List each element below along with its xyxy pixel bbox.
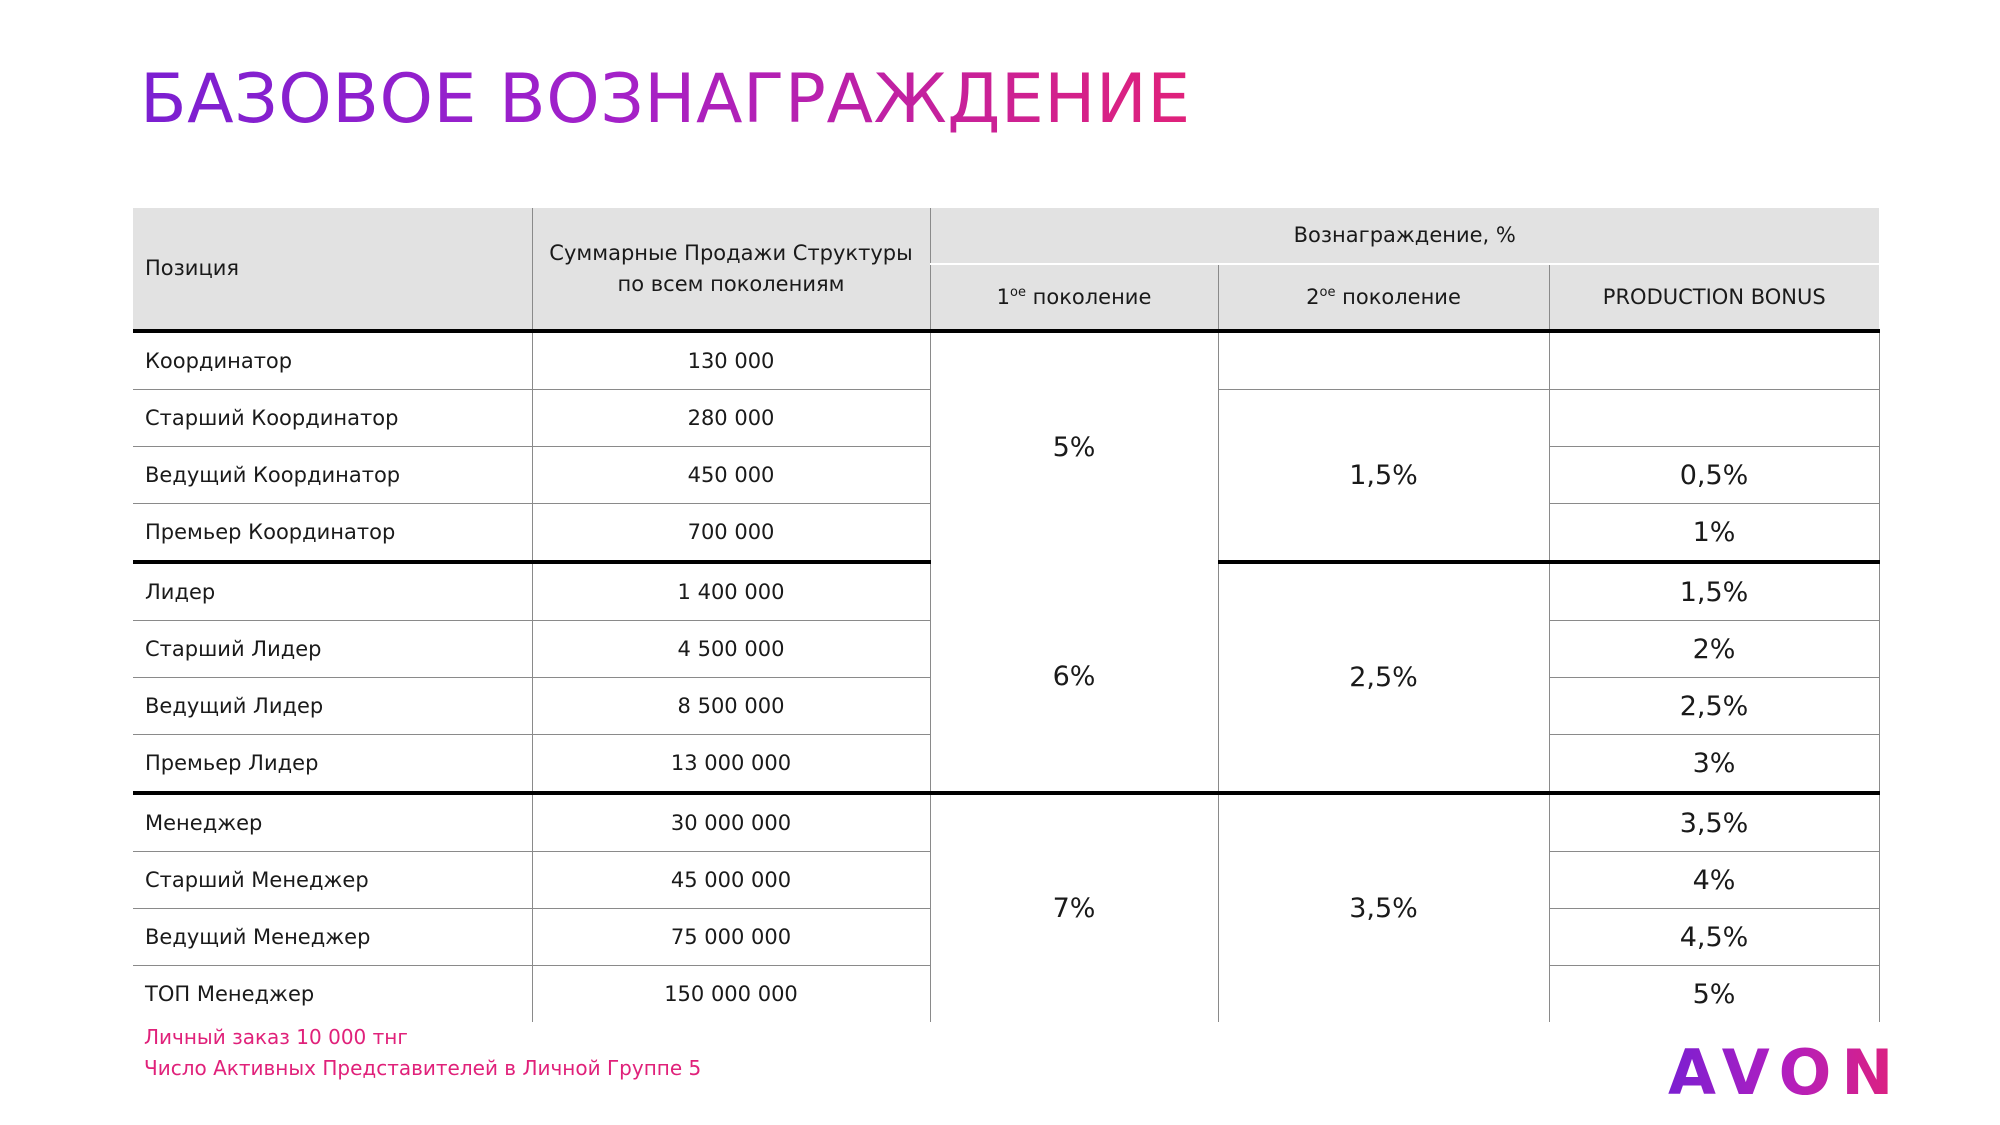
position-cell: Старший Координатор xyxy=(133,390,532,447)
production-cell: 4% xyxy=(1549,852,1879,909)
gen1-cell: 6% xyxy=(930,562,1218,793)
sales-cell: 700 000 xyxy=(532,504,930,563)
production-cell: 1% xyxy=(1549,504,1879,563)
note-active-representatives: Число Активных Представителей в Личной Группе 5 xyxy=(144,1056,702,1080)
position-cell: ТОП Менеджер xyxy=(145,982,315,1006)
position-cell: Ведущий Лидер xyxy=(133,678,532,735)
sales-cell: 45 000 000 xyxy=(532,852,930,909)
sales-cell: 130 000 xyxy=(532,331,930,390)
sales-cell: 30 000 000 xyxy=(532,793,930,852)
table-row xyxy=(133,793,1879,852)
header-gen1: $1^{ое}$ поколение xyxy=(930,264,1218,331)
footnotes xyxy=(144,1022,701,1084)
position-cell: Менеджер xyxy=(133,793,532,852)
sales-cell: 450 000 xyxy=(532,447,930,504)
gen2-cell: 1,5% xyxy=(1218,390,1549,563)
gen1-cell: 5% xyxy=(930,331,1218,562)
production-cell xyxy=(1549,331,1879,390)
gen2-cell: 3,5% xyxy=(1218,793,1549,1022)
sales-cell: 8 500 000 xyxy=(532,678,930,735)
header-reward: Вознаграждение, % xyxy=(930,208,1879,264)
production-cell: 0,5% xyxy=(1549,447,1879,504)
header-sales: Суммарные Продажи Структуры по всем поколениям xyxy=(532,208,930,331)
reward-table xyxy=(133,208,1880,1022)
page-title: БАЗОВОЕ ВОЗНАГРАЖДЕНИЕ xyxy=(140,60,1191,139)
header-production-bonus: PRODUCTION BONUS xyxy=(1549,264,1879,331)
position-cell: Старший Менеджер xyxy=(133,852,532,909)
note-personal-order: Личный заказ 10 000 тнг xyxy=(144,1025,408,1049)
position-cell: Ведущий Менеджер xyxy=(133,909,532,966)
sales-cell: 1 400 000 xyxy=(532,562,930,621)
table-header xyxy=(133,208,1879,331)
position-cell: Лидер xyxy=(133,562,532,621)
header-gen2: $2^{ое}$ поколение xyxy=(1218,264,1549,331)
table-body xyxy=(133,331,1879,1022)
production-cell: 1,5% xyxy=(1549,562,1879,621)
production-cell: 4,5% xyxy=(1549,909,1879,966)
sales-cell: 75 000 000 xyxy=(532,909,930,966)
production-cell: 2% xyxy=(1549,621,1879,678)
position-cell: Премьер Лидер xyxy=(133,735,532,794)
table-row xyxy=(133,331,1879,390)
position-cell: Старший Лидер xyxy=(133,621,532,678)
avon-logo: AVON xyxy=(1668,1036,1904,1109)
production-cell: 3% xyxy=(1549,735,1879,794)
sales-cell: 4 500 000 xyxy=(532,621,930,678)
header-position: Позиция xyxy=(133,208,532,331)
production-cell: 2,5% xyxy=(1549,678,1879,735)
sales-cell: 13 000 000 xyxy=(532,735,930,794)
gen2-cell-empty xyxy=(1218,331,1549,390)
position-cell: Ведущий Координатор xyxy=(133,447,532,504)
position-cell: Премьер Координатор xyxy=(133,504,532,563)
production-cell: 5% xyxy=(1549,966,1879,1023)
sales-cell: 150 000 000 xyxy=(532,966,930,1023)
production-cell xyxy=(1549,390,1879,447)
table-row xyxy=(133,562,1879,621)
gen1-cell: 7% xyxy=(930,793,1218,1022)
sales-cell: 280 000 xyxy=(532,390,930,447)
position-cell: Координатор xyxy=(133,331,532,390)
gen2-cell: 2,5% xyxy=(1218,562,1549,793)
production-cell: 3,5% xyxy=(1549,793,1879,852)
